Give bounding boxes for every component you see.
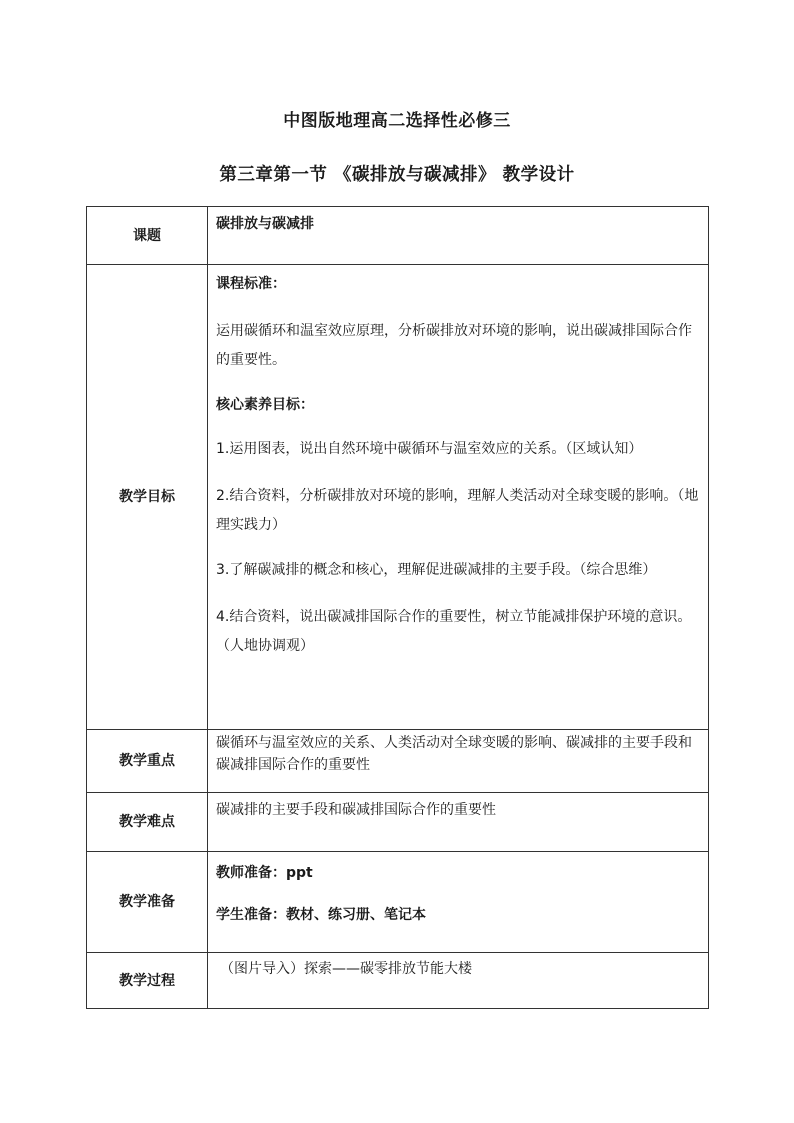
preparation-content (208, 852, 709, 953)
process-label: 教学过程 (87, 953, 208, 1009)
goal-item-3: 3.了解碳减排的概念和核心，理解促进碳减排的主要手段。（综合思维） (216, 562, 657, 578)
table-row-preparation (87, 852, 709, 953)
goal-item-4: 4.结合资料，说出碳减排国际合作的重要性，树立节能减排保护环境的意识。（人地协调观） (216, 609, 692, 654)
goal-item-2: 2.结合资料，分析碳排放对环境的影响，理解人类活动对全球变暖的影响。（地理实践力） (216, 488, 699, 533)
standard-text: 运用碳循环和温室效应原理，分析碳排放对环境的影响，说出碳减排国际合作的重要性。 (216, 323, 692, 368)
topic-value: 碳排放与碳减排 (208, 207, 709, 265)
difficulties-value: 碳减排的主要手段和碳减排国际合作的重要性 (208, 793, 709, 852)
process-value: （图片导入）探索——碳零排放节能大楼 (208, 953, 709, 1009)
table-row-key-points (87, 730, 709, 793)
table-row-process (87, 953, 709, 1009)
student-preparation: 学生准备：教材、练习册、笔记本 (216, 907, 426, 923)
lesson-plan-table (86, 206, 709, 1009)
table-row-goals (87, 265, 709, 730)
standard-heading: 课程标准： (216, 276, 286, 292)
preparation-label: 教学准备 (87, 852, 208, 953)
core-heading: 核心素养目标： (216, 397, 314, 413)
difficulties-label: 教学难点 (87, 793, 208, 852)
goals-label: 教学目标 (87, 265, 208, 730)
topic-label: 课题 (87, 207, 208, 265)
table-row-topic (87, 207, 709, 265)
goal-item-1: 1.运用图表，说出自然环境中碳循环与温室效应的关系。（区域认知） (216, 441, 643, 457)
teacher-preparation: 教师准备：ppt (216, 865, 313, 881)
document-title: 中图版地理高二选择性必修三 (283, 111, 511, 131)
key-points-value: 碳循环与温室效应的关系、人类活动对全球变暖的影响、碳减排的主要手段和碳减排国际合作的重要性 (208, 730, 709, 793)
table-row-difficulties (87, 793, 709, 852)
key-points-label: 教学重点 (87, 730, 208, 793)
document-subtitle: 第三章第一节 《碳排放与碳减排》 教学设计 (219, 165, 575, 185)
goals-content (208, 265, 709, 730)
